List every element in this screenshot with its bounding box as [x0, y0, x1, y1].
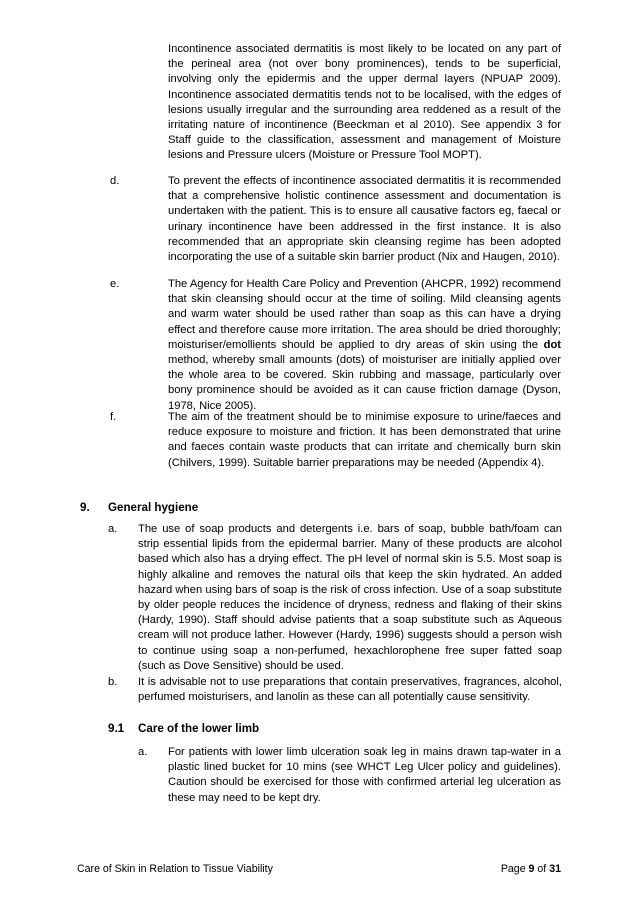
item-d-text: To prevent the effects of incontinence associated dermatitis it is recommended that a comprehensive holistic continence assessment and documentation is undertaken with the patient. This is to ensure all causative factors eg, faecal or urinary incontinence have been addressed in the first instance. It is also recommended that an appropriate skin cleansing regime has been adopted incorporating the use of a suitable skin barrier product (Nix and Haugen, 2010).: [168, 175, 561, 264]
item-e-text: [168, 277, 561, 414]
item-e-label: e.: [110, 278, 120, 290]
item-e-text-after: method, whereby small amounts (dots) of moisturiser are initially applied over the whole area to be covered. Skin rubbing and massage, particularly over bony prominence should be avoided as it can cause friction damage (Dyson, 1978, Nice 2005).: [168, 354, 561, 412]
footer-page-total: 31: [549, 863, 561, 875]
section-9-1-number: 9.1: [108, 722, 125, 735]
footer-page-number: [501, 862, 561, 877]
footer-of-word: of: [537, 863, 547, 875]
section-9-item-a-label: a.: [108, 523, 118, 535]
footer-title: Care of Skin in Relation to Tissue Viability: [77, 863, 273, 875]
section-9-1-item-a-text: For patients with lower limb ulceration soak leg in mains drawn tap-water in a plastic lined bucket for 10 mins (see WHCT Leg Ulcer policy and guidelines). Caution should be exercised for those with confirmed arterial leg ulceration as these may need to be kept dry.: [168, 746, 561, 804]
item-f-text: The aim of the treatment should be to minimise exposure to urine/faeces and reduce exposure to moisture and friction. It has been demonstrated that urine and faeces contain waste products that can irritate and chemically burn skin (Chilvers, 1999). Suitable barrier preparations may be needed (Appendix 4).: [168, 411, 561, 469]
section-9-1-item-a-label: a.: [138, 746, 148, 758]
item-e-dot-bold: dot: [543, 338, 562, 351]
section-9-number: 9.: [80, 501, 90, 514]
item-d-label: d.: [110, 175, 120, 187]
item-f-label: f.: [110, 411, 117, 423]
footer-page-word: Page: [500, 863, 526, 875]
section-9-item-b-label: b.: [108, 676, 118, 688]
section-9-item-b-text: It is advisable not to use preparations that contain preservatives, fragrances, alcohol, perfumed moisturisers, and lanolin as these can all potentially cause sensitivity.: [138, 676, 562, 704]
section-9-title: General hygiene: [108, 501, 199, 514]
item-e-text-before: The Agency for Health Care Policy and Prevention (AHCPR, 1992) recommend that skin cleansing should occur at the time of soiling. Mild cleansing agents and warm water should be used rather than soap as this can have a drying effect and therefore cause more irritation. The area should be dried thoroughly; moisturiser/emollients should be applied to dry areas of skin using the: [168, 278, 561, 351]
footer-page-current: 9: [528, 863, 535, 875]
section-9-1-title: Care of the lower limb: [138, 722, 260, 735]
section-9-item-a-text: The use of soap products and detergents i.e. bars of soap, bubble bath/foam can strip essential lipids from the epidermal barrier. Many of these products are alcohol based which also has a drying effect. The pH level of normal skin is 5.5. Most soap is highly alkaline and removes the natural oils that keep the skin hydrated. An added hazard when using bars of soap is the risk of cross infection. Use of a soap substitute by older people reduces the incidence of dryness, redness and flaking of their skins (Hardy, 1990). Staff should advise patients that a soap substitute such as Aqueous cream will not produce lather. However (Hardy, 1996) suggests should a person wish to continue using soap a non-perfumed, hexachlorophene free super fatted soap (such as Dove Sensitive) should be used.: [138, 523, 562, 672]
intro-paragraph: Incontinence associated dermatitis is most likely to be located on any part of the perineal area (not over bony prominences), tends to be superficial, involving only the epidermis and the upper dermal layers (NPUAP 2009). Incontinence associated dermatitis tends not to be localised, with the edges of lesions usually irregular and the surrounding area reddened as a result of the irritating nature of incontinence (Beeckman et al 2010). See appendix 3 for Staff guide to the classification, assessment and management of Moisture lesions and Pressure ulcers (Moisture or Pressure Tool MOPT).: [168, 43, 561, 162]
